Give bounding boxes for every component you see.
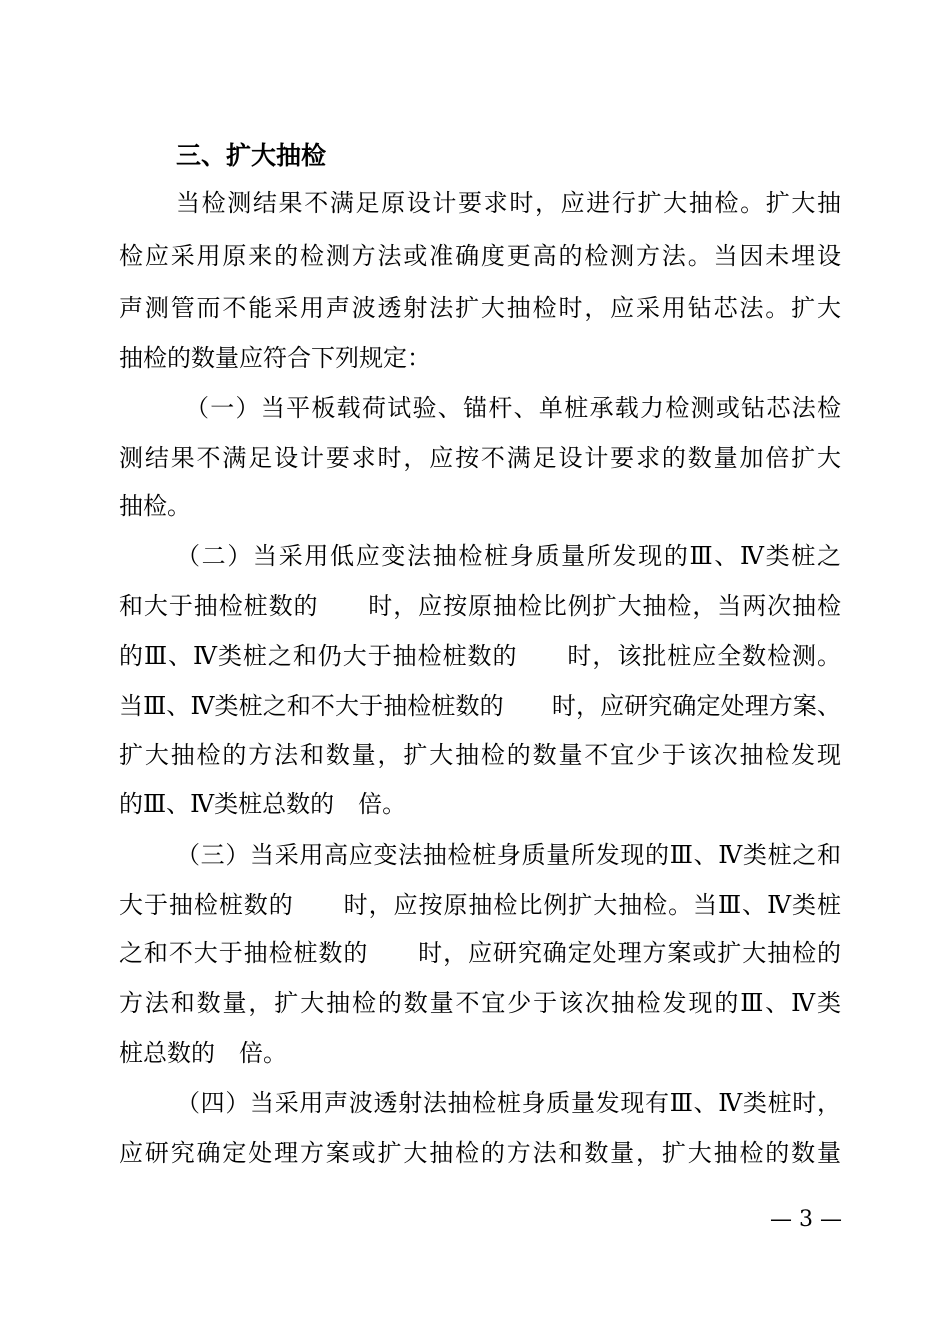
paragraph-line: 方法和数量，扩大抽检的数量不宜少于该次抽检发现的Ⅲ、Ⅳ类 (119, 989, 841, 1017)
paragraph-line: 大于抽检桩数的 时，应按原抽检比例扩大抽检。当Ⅲ、Ⅳ类桩 (119, 891, 841, 919)
page-number: — 3 — (770, 1207, 842, 1232)
paragraph-line: （四）当采用声波透射法抽检桩身质量发现有Ⅲ、Ⅳ类桩时， (176, 1089, 841, 1117)
paragraph-line: 的Ⅲ、Ⅳ类桩总数的 倍。 (119, 790, 407, 818)
paragraph-line: 应研究确定处理方案或扩大抽检的方法和数量，扩大抽检的数量 (119, 1139, 841, 1167)
paragraph-line: 的Ⅲ、Ⅳ类桩之和仍大于抽检桩数的 时，该批桩应全数检测。 (119, 642, 841, 670)
paragraph-line: 抽检的数量应符合下列规定： (119, 344, 431, 372)
paragraph-line: 当检测结果不满足原设计要求时，应进行扩大抽检。扩大抽 (176, 189, 841, 217)
paragraph-line: 扩大抽检的方法和数量，扩大抽检的数量不宜少于该次抽检发现 (119, 741, 841, 769)
section-heading: 三、扩大抽检 (176, 141, 327, 170)
paragraph-line: 抽检。 (119, 492, 191, 520)
paragraph-line: 和大于抽检桩数的 时，应按原抽检比例扩大抽检，当两次抽检 (119, 592, 841, 620)
paragraph-line: 之和不大于抽检桩数的 时，应研究确定处理方案或扩大抽检的 (119, 939, 841, 967)
paragraph-line: （二）当采用低应变法抽检桩身质量所发现的Ⅲ、Ⅳ类桩之 (176, 542, 841, 570)
paragraph-line: 声测管而不能采用声波透射法扩大抽检时，应采用钻芯法。扩大 (119, 294, 841, 322)
paragraph-line: （三）当采用高应变法抽检桩身质量所发现的Ⅲ、Ⅳ类桩之和 (176, 841, 841, 869)
paragraph-line: 当Ⅲ、Ⅳ类桩之和不大于抽检桩数的 时，应研究确定处理方案、 (119, 692, 841, 720)
paragraph-line: 桩总数的 倍。 (119, 1039, 287, 1067)
paragraph-line: （一）当平板载荷试验、锚杆、单桩承载力检测或钻芯法检 (185, 394, 841, 422)
paragraph-line: 测结果不满足设计要求时，应按不满足设计要求的数量加倍扩大 (119, 444, 841, 472)
paragraph-line: 检应采用原来的检测方法或准确度更高的检测方法。当因未埋设 (119, 242, 841, 270)
